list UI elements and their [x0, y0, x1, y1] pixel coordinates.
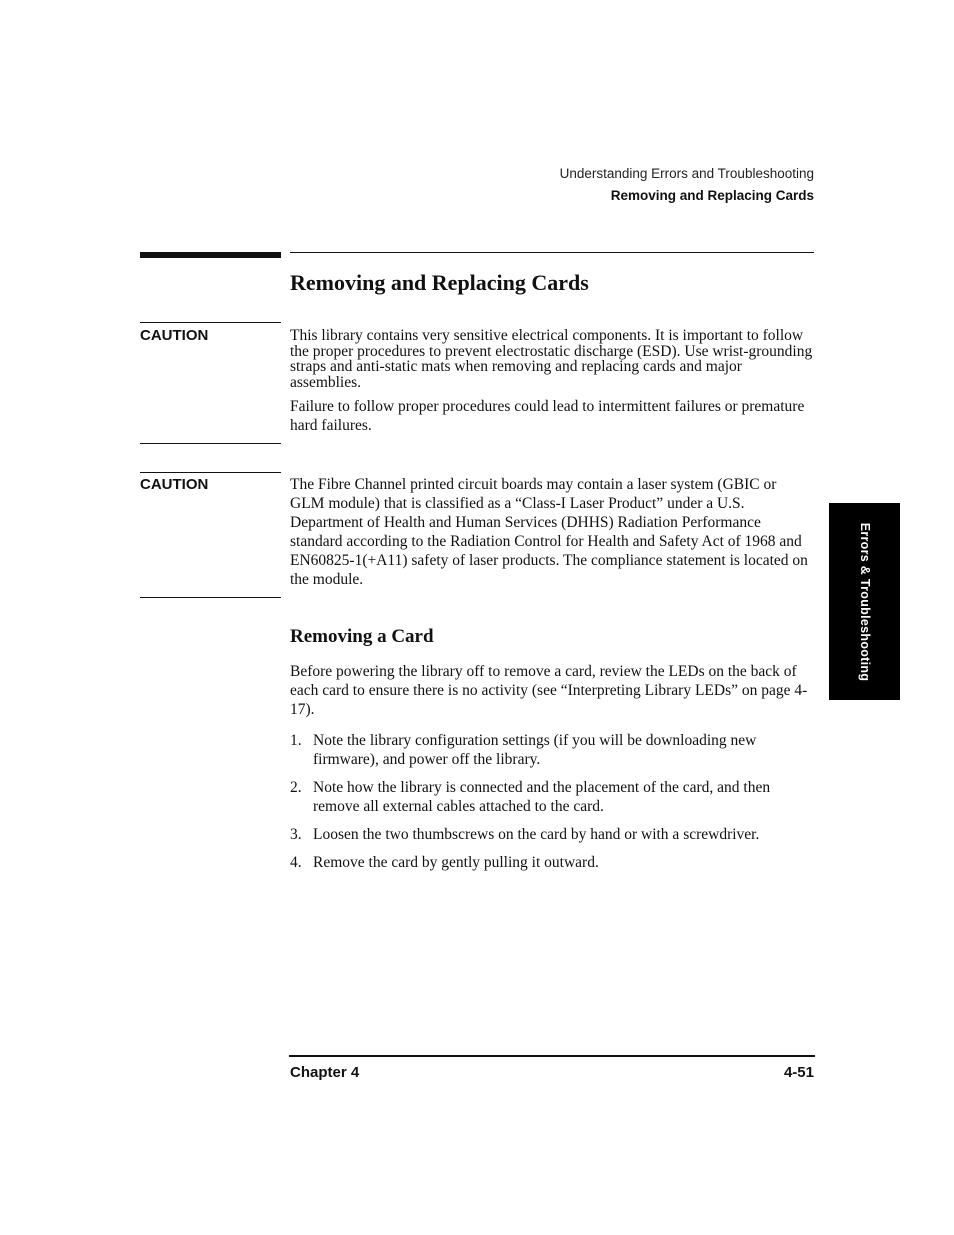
procedure-steps [290, 731, 814, 881]
step-text: Note how the library is connected and the placement of the card, and then remove all external cables attached to the card. [313, 779, 771, 815]
footer-page-number: 4-51 [783, 1064, 814, 1081]
chapter-thumb-tab [829, 503, 900, 700]
step-item [290, 731, 814, 769]
step-text: Remove the card by gently pulling it outward. [313, 854, 599, 871]
running-header-section: Removing and Replacing Cards [610, 188, 814, 203]
caution2-paragraph: The Fibre Channel printed circuit boards may contain a laser system (GBIC or GLM module) that is classified as a “Class-I Laser Product” under a U.S. Department of Health and Human Services (DHHS) Radiation Performance standard according to the Radiation Control for Health and Safety Act of 1968 and EN60825-1(+A11) safety of laser products. The compliance statement is located on the module. [290, 476, 808, 588]
caution2-top-rule [140, 472, 281, 473]
step-item [290, 853, 814, 872]
caution1-bottom-rule [140, 443, 281, 444]
subsection-title: Removing a Card [290, 626, 434, 647]
section-title: Removing and Replacing Cards [290, 270, 589, 295]
subsection-intro: Before powering the library off to remove a card, review the LEDs on the back of each card to ensure there is no activity (see “Interpreting Library LEDs” on page 4-17). [290, 663, 808, 718]
caution2-label: CAUTION [140, 476, 209, 493]
step-text: Loosen the two thumbscrews on the card by hand or with a screwdriver. [313, 826, 760, 843]
footer-rule [289, 1055, 815, 1057]
running-header-chapter: Understanding Errors and Troubleshooting [559, 166, 814, 181]
step-text: Note the library configuration settings (if you will be downloading new firmware), and power off the library. [313, 732, 757, 768]
step-number: 4. [290, 854, 302, 871]
step-number: 3. [290, 826, 302, 843]
step-number: 1. [290, 732, 302, 749]
chapter-thumb-tab-label: Errors & Troubleshooting [857, 522, 872, 681]
step-item [290, 778, 814, 816]
section-thin-rule [290, 252, 814, 253]
caution1-paragraph1: This library contains very sensitive electrical components. It is important to follow the proper procedures to prevent electrostatic discharge (ESD). Use wrist-grounding straps and anti-static mats when removing and replacing cards and major assemblies. [290, 327, 813, 391]
step-item [290, 825, 814, 844]
caution1-paragraph2: Failure to follow proper procedures could lead to intermittent failures or premature hard failures. [290, 398, 805, 434]
caution1-label: CAUTION [140, 327, 209, 344]
footer-chapter: Chapter 4 [290, 1064, 360, 1081]
step-number: 2. [290, 779, 302, 796]
caution2-bottom-rule [140, 597, 281, 598]
caution1-top-rule [140, 322, 281, 323]
section-thick-rule [140, 252, 281, 258]
